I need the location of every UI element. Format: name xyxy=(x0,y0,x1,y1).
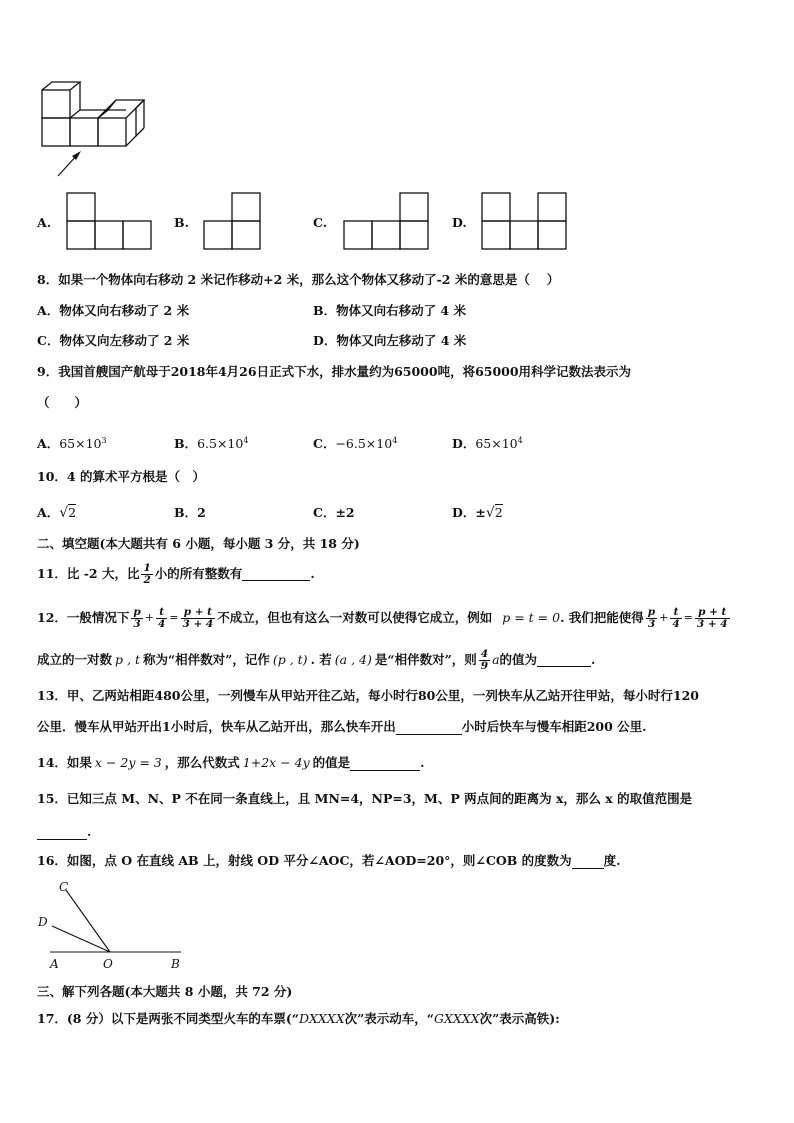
point-d-label: D xyxy=(38,915,48,929)
option-b-label: B. xyxy=(174,215,189,230)
q8-option-b: B．物体又向右移动了 4 米 xyxy=(313,303,466,318)
point-o-label: O xyxy=(103,957,113,971)
angle-figure xyxy=(36,878,186,973)
section-2-heading: 二、填空题(本大题共有 6 小题，每小题 3 分，共 18 分) xyxy=(37,536,360,551)
q16-stem: 16．如图，点 O 在直线 AB 上，射线 OD 平分∠AOC，若∠AOD=20°，则∠COB 的度数为 度. xyxy=(37,853,621,868)
q12-line1: 12．一般情况下 $\frac{p}{3}$ + $\frac{t}{4}$ = $\frac{p + t}{3 + 4}$ 不成立，但也有这么一对数可以使得它成立，例如 p = t = 0 . 我们把能使得 $\frac{p}{3}$ + $\frac{t}{4}$ = $\frac{p + t}{3 + 4}$ xyxy=(37,605,728,630)
q13-answer-blank[interactable] xyxy=(396,722,462,735)
q8-option-c: C．物体又向左移动了 2 米 xyxy=(37,333,190,348)
q9-option-b: B．$6.5\times 10^4$ xyxy=(174,436,249,452)
q10-option-a: A．√2 xyxy=(37,505,77,521)
q13-line1: 13．甲、乙两站相距480公里，一列慢车从甲站开往乙站，每小时行80公里，一列快车从乙站开往甲站，每小时行120 xyxy=(37,688,699,703)
solid-figure xyxy=(36,80,161,180)
option-d-figure xyxy=(481,192,567,250)
point-a-label: A xyxy=(50,957,59,971)
q12-line2: 成立的一对数 p , t 称为“相伴数对”，记作 (p , t) . 若 (a , 4) 是“相伴数对”，则 $\frac{4}{9}$ a 的值为 . xyxy=(37,647,596,672)
q11: 11．比 -2 大，比 $\frac{1}{2}$ 小的所有整数有 . xyxy=(37,561,315,586)
q11-answer-blank[interactable] xyxy=(242,568,310,581)
q8-option-d: D．物体又向左移动了 4 米 xyxy=(313,333,467,348)
q8-option-a: A．物体又向右移动了 2 米 xyxy=(37,303,190,318)
option-a-figure xyxy=(66,192,152,250)
q14-answer-blank[interactable] xyxy=(350,758,420,771)
q13-line2: 公里．慢车从甲站开出1小时后，快车从乙站开出，那么快车开出 小时后快车与慢车相距200 公里. xyxy=(37,719,647,734)
q10-option-d: D．±√2 xyxy=(452,505,503,521)
q10-stem: 10．4 的算术平方根是（ ） xyxy=(37,469,205,484)
q9-option-c: C．$-6.5\times 10^4$ xyxy=(313,436,398,452)
q10-option-c: C．±2 xyxy=(313,505,355,520)
option-c-figure xyxy=(343,192,429,250)
q16-answer-blank[interactable] xyxy=(572,856,604,869)
q9-paren: （ ） xyxy=(37,395,88,410)
point-b-label: B xyxy=(171,957,180,971)
q12-answer-blank[interactable] xyxy=(537,654,591,667)
q9-stem: 9．我国首艘国产航母于2018年4月26日正式下水，排水量约为65000吨，将65000用科学记数法表示为 xyxy=(37,364,632,379)
section-3-heading: 三、解下列各题(本大题共 8 小题，共 72 分) xyxy=(37,984,293,999)
q14: 14．如果 x − 2y = 3 ，那么代数式 1+2x − 4y 的值是 . xyxy=(37,755,425,770)
option-d-label: D. xyxy=(452,215,467,230)
option-b-figure xyxy=(203,192,261,250)
option-a-label: A. xyxy=(37,215,52,230)
point-c-label: C xyxy=(59,880,69,894)
option-c-label: C. xyxy=(313,215,328,230)
q17-stem: 17．(8 分）以下是两张不同类型火车的车票(“DXXXX次”表示动车，“GXXXX次”表示高铁): xyxy=(37,1011,560,1026)
q9-option-d: D．$65\times 10^4$ xyxy=(452,436,523,452)
q10-option-b: B．2 xyxy=(174,505,206,520)
q9-option-a: A．$65\times 10^3$ xyxy=(37,436,107,452)
q8-stem: 8．如果一个物体向右移动 2 米记作移动+2 米，那么这个物体又移动了-2 米的意思是（ ） xyxy=(37,272,560,287)
q15-line2: . xyxy=(37,824,91,840)
q15-line1: 15．已知三点 M、N、P 不在同一条直线上，且 MN=4，NP=3，M、P 两点间的距离为 x，那么 x 的取值范围是 xyxy=(37,791,693,806)
q15-answer-blank[interactable] xyxy=(37,827,87,840)
